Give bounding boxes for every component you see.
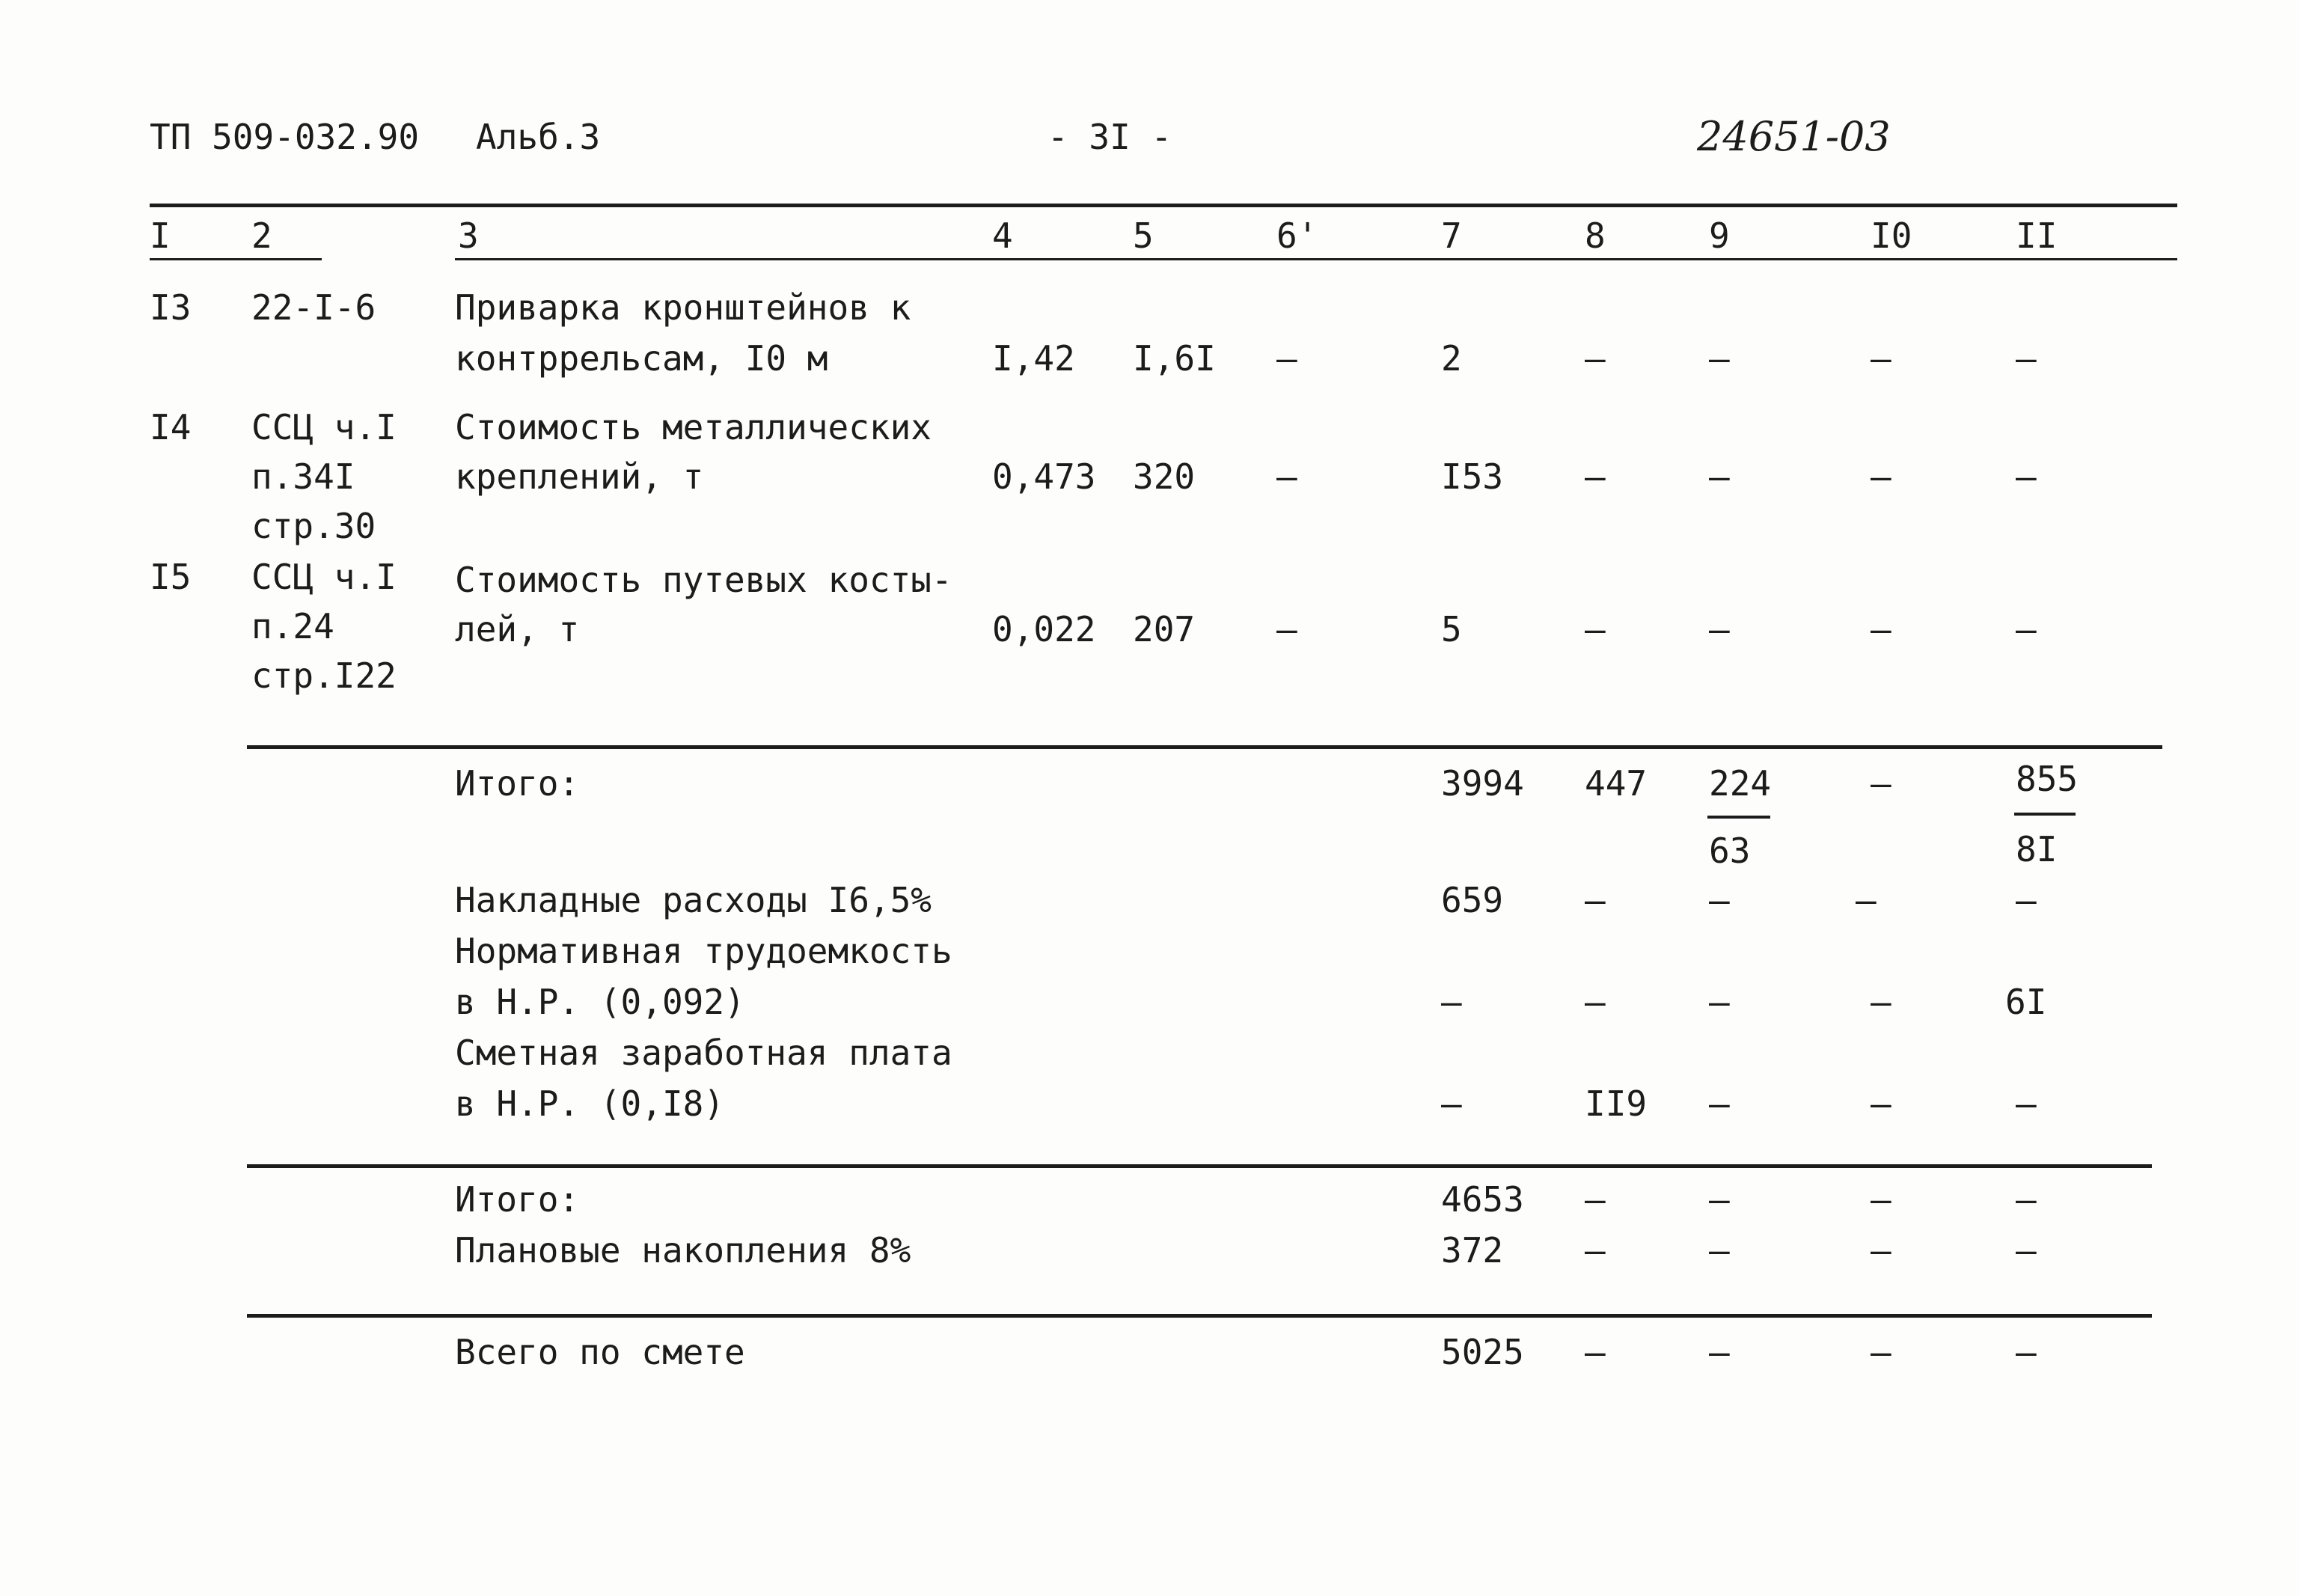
- subtotal-label: Итого:: [455, 763, 580, 804]
- row-desc-line: Стоимость путевых косты-: [455, 560, 952, 600]
- wage-col7: –: [1441, 1083, 1462, 1124]
- labor-col11: 6I: [2005, 982, 2047, 1022]
- labor-label-line: Нормативная трудоемкость: [455, 931, 952, 971]
- row-desc-line: лей, т: [455, 609, 580, 649]
- grand-total-col10: –: [1871, 1332, 1891, 1372]
- cell-col10: –: [1871, 456, 1891, 497]
- cell-col4: 0,022: [992, 609, 1096, 649]
- row-desc-line: Приварка кронштейнов к: [455, 287, 911, 328]
- labor-col7: –: [1441, 982, 1462, 1022]
- grand-total-col8: –: [1585, 1332, 1606, 1372]
- overhead-col7: 659: [1441, 880, 1504, 920]
- doc-code: ТП 509-032.90: [150, 117, 420, 157]
- section-rule: [247, 1164, 2152, 1168]
- subtotal2-col8: –: [1585, 1179, 1606, 1220]
- cell-col9: –: [1709, 609, 1730, 649]
- cell-col7: I53: [1441, 456, 1504, 497]
- col-header-4: 4: [992, 215, 1013, 256]
- cell-col6: –: [1276, 609, 1297, 649]
- row-number: I3: [150, 287, 192, 328]
- overhead-col8: –: [1585, 880, 1606, 920]
- overhead-label: Накладные расходы I6,5%: [455, 880, 932, 920]
- cell-col10: –: [1871, 609, 1891, 649]
- savings-label: Плановые накопления 8%: [455, 1230, 911, 1271]
- subtotal-col7: 3994: [1441, 763, 1524, 804]
- savings-col11: –: [2016, 1230, 2037, 1271]
- row-code-line: п.34I: [251, 456, 355, 497]
- col-header-9: 9: [1709, 215, 1730, 256]
- cell-col8: –: [1585, 338, 1606, 379]
- cell-col10: –: [1871, 338, 1891, 379]
- subtotal-col10: –: [1871, 763, 1891, 804]
- page-number: - 3I -: [1047, 117, 1172, 157]
- section-rule: [247, 745, 2162, 749]
- row-desc-line: Стоимость металлических: [455, 407, 932, 447]
- header-rule: [150, 204, 2177, 207]
- col-header-5: 5: [1133, 215, 1154, 256]
- cell-col8: –: [1585, 456, 1606, 497]
- cell-col4: I,42: [992, 338, 1075, 379]
- row-code-line: ССЦ ч.I: [251, 557, 397, 597]
- savings-col10: –: [1871, 1230, 1891, 1271]
- subtotal-col9-bottom: 63: [1709, 831, 1751, 871]
- fraction-bar: [2014, 813, 2076, 816]
- col-underline: [455, 258, 2177, 260]
- cell-col5: 207: [1133, 609, 1196, 649]
- album-label: Альб.3: [476, 117, 601, 157]
- col-header-2: 2: [251, 215, 272, 256]
- subtotal-col11-top: 855: [2016, 759, 2079, 799]
- cell-col11: –: [2016, 456, 2037, 497]
- cell-col5: I,6I: [1133, 338, 1216, 379]
- grand-total-col9: –: [1709, 1332, 1730, 1372]
- savings-col8: –: [1585, 1230, 1606, 1271]
- cell-col6: –: [1276, 338, 1297, 379]
- cell-col11: –: [2016, 609, 2037, 649]
- wage-col9: –: [1709, 1083, 1730, 1124]
- cell-col7: 2: [1441, 338, 1462, 379]
- cell-col7: 5: [1441, 609, 1462, 649]
- labor-col8: –: [1585, 982, 1606, 1022]
- row-code-line: п.24: [251, 606, 334, 646]
- subtotal2-col11: –: [2016, 1179, 2037, 1220]
- cell-col11: –: [2016, 338, 2037, 379]
- row-code-line: 22-I-6: [251, 287, 376, 328]
- cell-col6: –: [1276, 456, 1297, 497]
- row-code-line: стр.30: [251, 506, 376, 546]
- cell-col8: –: [1585, 609, 1606, 649]
- subtotal2-col7: 4653: [1441, 1179, 1524, 1220]
- subtotal2-col9: –: [1709, 1179, 1730, 1220]
- savings-col9: –: [1709, 1230, 1730, 1271]
- row-desc-line: контррельсам, I0 м: [455, 338, 828, 379]
- overhead-col11: –: [2016, 880, 2037, 920]
- col-header-11: II: [2016, 215, 2058, 256]
- col-header-1: I: [150, 215, 171, 256]
- row-code-line: ССЦ ч.I: [251, 407, 397, 447]
- labor-col9: –: [1709, 982, 1730, 1022]
- col-underline: [150, 258, 322, 260]
- col-header-3: 3: [458, 215, 479, 256]
- grand-total-label: Всего по смете: [455, 1332, 745, 1372]
- stamp-number: 24651-03: [1697, 113, 1891, 160]
- grand-total-col7: 5025: [1441, 1332, 1524, 1372]
- row-code-line: стр.I22: [251, 655, 397, 696]
- fraction-bar: [1707, 816, 1770, 819]
- subtotal-col8: 447: [1585, 763, 1648, 804]
- labor-label-line: в Н.Р. (0,092): [455, 982, 745, 1022]
- col-header-10: I0: [1871, 215, 1912, 256]
- wage-col11: –: [2016, 1083, 2037, 1124]
- row-desc-line: креплений, т: [455, 456, 704, 497]
- grand-total-col11: –: [2016, 1332, 2037, 1372]
- row-number: I5: [150, 557, 192, 597]
- subtotal2-label: Итого:: [455, 1179, 580, 1220]
- col-header-8: 8: [1585, 215, 1606, 256]
- subtotal2-col10: –: [1871, 1179, 1891, 1220]
- overhead-col9: –: [1709, 880, 1730, 920]
- cell-col9: –: [1709, 456, 1730, 497]
- section-rule: [247, 1314, 2152, 1318]
- wage-label-line: Сметная заработная плата: [455, 1033, 952, 1073]
- wage-label-line: в Н.Р. (0,I8): [455, 1083, 725, 1124]
- subtotal-col9-top: 224: [1709, 763, 1772, 804]
- cell-col5: 320: [1133, 456, 1196, 497]
- overhead-col10: –: [1856, 880, 1877, 920]
- wage-col8: II9: [1585, 1083, 1648, 1124]
- savings-col7: 372: [1441, 1230, 1504, 1271]
- col-header-7: 7: [1441, 215, 1462, 256]
- subtotal-col11-bottom: 8I: [2016, 829, 2058, 869]
- row-number: I4: [150, 407, 192, 447]
- labor-col10: –: [1871, 982, 1891, 1022]
- cell-col9: –: [1709, 338, 1730, 379]
- cell-col4: 0,473: [992, 456, 1096, 497]
- col-header-6: 6': [1276, 215, 1318, 256]
- wage-col10: –: [1871, 1083, 1891, 1124]
